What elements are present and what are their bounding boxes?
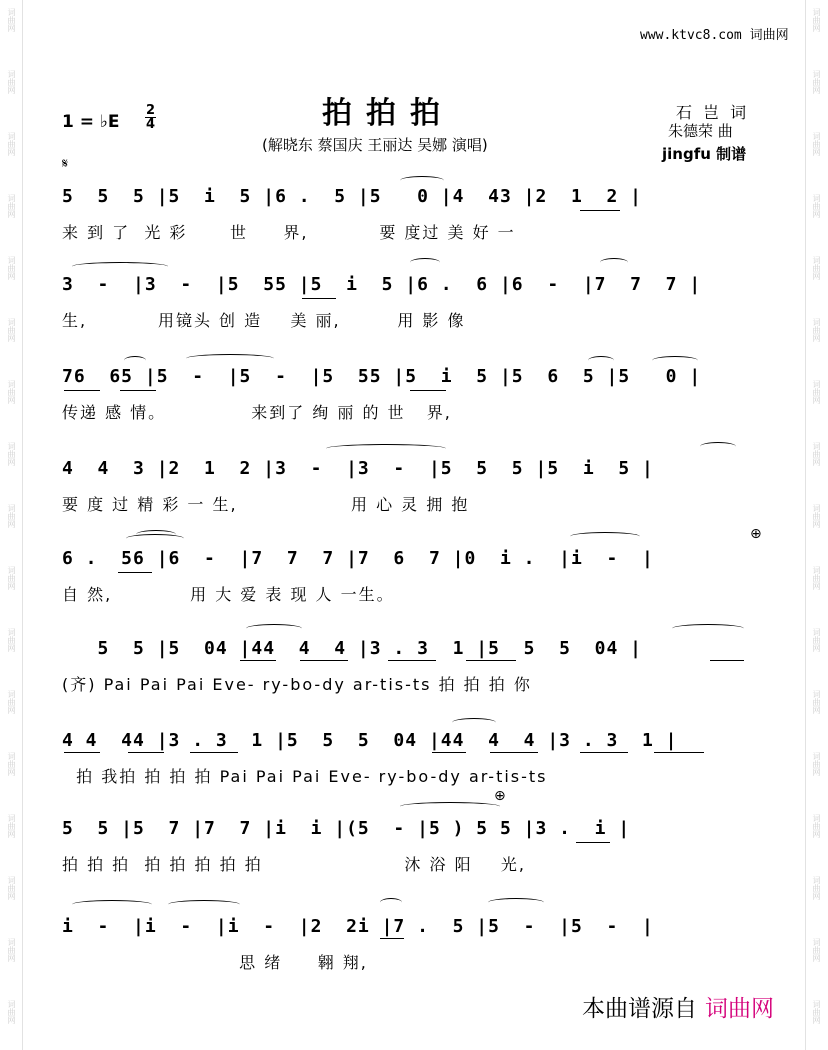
watermark-text: 词曲网 (812, 318, 821, 342)
arranger-credit: jingfu 制谱 (662, 145, 747, 163)
beam-underline (240, 660, 276, 661)
watermark-text: 词曲网 (7, 194, 16, 218)
lyrics-row: 拍 拍 拍 拍 拍 拍 拍 拍 沐 浴 阳 光, (62, 855, 527, 874)
watermark-text: 词曲网 (7, 442, 16, 466)
notation-row: 4 4 3 |2 1 2 |3 - |3 - |5 5 5 |5 i 5 | (62, 458, 654, 479)
watermark-text: 词曲网 (812, 132, 821, 156)
slur-mark (410, 258, 440, 267)
beam-underline (710, 660, 744, 661)
meter-top: 2 (146, 103, 156, 118)
lyrics-row: 来 到 了 光 彩 世 界, 要 度过 美 好 一 (62, 223, 516, 242)
slur-mark (700, 442, 736, 451)
beam-underline (410, 390, 446, 391)
beam-underline (388, 660, 436, 661)
watermark-text: 词曲网 (7, 8, 16, 32)
watermark-text: 词曲网 (7, 318, 16, 342)
slur-mark (400, 802, 500, 811)
slur-mark (136, 530, 176, 539)
notation-row: 4 4 44 |3 . 3 1 |5 5 5 04 |44 4 4 |3 . 3 1 | (62, 730, 678, 751)
notation-row: 5 5 |5 04 |44 4 4 |3 . 3 1 |5 5 5 04 | (62, 638, 643, 659)
site-name-text[interactable]: 词曲网 (749, 28, 789, 43)
site-url-text[interactable]: www.ktvc8.com (640, 28, 742, 43)
beam-underline (380, 938, 404, 939)
coda-sign-2: ⊕ (494, 788, 506, 804)
slur-mark (168, 900, 240, 909)
watermark-text: 词曲网 (812, 504, 821, 528)
watermark-text: 词曲网 (7, 628, 16, 652)
slur-mark (124, 356, 146, 365)
watermark-text: 词曲网 (7, 256, 16, 280)
watermark-text: 词曲网 (812, 876, 821, 900)
watermark-text: 词曲网 (812, 70, 821, 94)
singers-line: (解晓东 蔡国庆 王丽达 吴娜 演唱) (262, 136, 488, 154)
source-credit[interactable] (582, 990, 774, 1023)
lyricist-credit: 石 岂 词 (676, 103, 750, 122)
source-brand[interactable]: 词曲网 (705, 996, 774, 1022)
beam-underline (300, 660, 348, 661)
notation-row: 3 - |3 - |5 55 |5 i 5 |6 . 6 |6 - |7 7 7 | (62, 274, 702, 295)
beam-underline (64, 752, 100, 753)
beam-underline (654, 752, 704, 753)
slur-mark (652, 356, 698, 365)
slur-mark (672, 624, 744, 633)
lyrics-row: (齐) Pai Pai Pai Eve- ry-bo-dy ar-tis-ts 拍 拍 拍 你 (62, 675, 532, 694)
key-signature: 1 = ♭E (62, 112, 120, 132)
watermark-text: 词曲网 (812, 1000, 821, 1024)
lyrics-row: 自 然, 用 大 爱 表 现 人 一生。 (62, 585, 395, 604)
beam-underline (466, 660, 516, 661)
watermark-text: 词曲网 (7, 380, 16, 404)
watermark-text: 词曲网 (812, 566, 821, 590)
lyrics-row: 生, 用镜头 创 造 美 丽, 用 影 像 (62, 311, 466, 330)
beam-underline (432, 752, 466, 753)
watermark-text: 词曲网 (812, 194, 821, 218)
slur-mark (246, 624, 302, 633)
slur-mark (72, 262, 168, 271)
watermark-text: 词曲网 (812, 814, 821, 838)
beam-underline (576, 842, 610, 843)
notation-row: 76 65 |5 - |5 - |5 55 |5 i 5 |5 6 5 |5 0 | (62, 366, 702, 387)
watermark-text: 词曲网 (7, 814, 16, 838)
slur-mark (570, 532, 640, 541)
slur-mark (588, 356, 614, 365)
source-label: 本曲谱源自 (582, 996, 697, 1022)
lyrics-row: 要 度 过 精 彩 一 生, 用 心 灵 拥 抱 (62, 495, 470, 514)
beam-underline (302, 298, 336, 299)
watermark-text: 词曲网 (7, 752, 16, 776)
slur-mark (72, 900, 152, 909)
meter-bottom: 4 (146, 117, 156, 132)
notation-row: 5 5 |5 7 |7 7 |i i |(5 - |5 ) 5 5 |3 . i | (62, 818, 631, 839)
time-signature (145, 104, 156, 131)
watermark-text: 词曲网 (812, 442, 821, 466)
watermark-text: 词曲网 (7, 70, 16, 94)
watermark-text: 词曲网 (812, 938, 821, 962)
watermark-text: 词曲网 (812, 256, 821, 280)
lyrics-row: 传递 感 情。 来到了 绚 丽 的 世 界, (62, 403, 452, 422)
lyrics-row: 拍 我拍 拍 拍 拍 Pai Pai Pai Eve- ry-bo-dy ar-tis-ts (62, 767, 548, 786)
watermark-text: 词曲网 (7, 938, 16, 962)
watermark-text: 词曲网 (7, 566, 16, 590)
watermark-text: 词曲网 (812, 380, 821, 404)
watermark-text: 词曲网 (7, 1000, 16, 1024)
beam-underline (490, 752, 538, 753)
site-url[interactable] (640, 24, 789, 43)
watermark-text: 词曲网 (812, 690, 821, 714)
beam-underline (120, 390, 156, 391)
song-title: 拍拍拍 (322, 96, 454, 131)
slur-mark (400, 176, 444, 185)
notation-row: i - |i - |i - |2 2i |7 . 5 |5 - |5 - | (62, 916, 654, 937)
watermark-text: 词曲网 (812, 8, 821, 32)
watermark-text: 词曲网 (7, 132, 16, 156)
segno-sign: 𝄋 (62, 156, 69, 172)
notation-row: 6 . 56 |6 - |7 7 7 |7 6 7 |0 i . |i - | (62, 548, 654, 569)
slur-mark (380, 898, 402, 907)
watermark-text: 词曲网 (7, 504, 16, 528)
watermark-text: 词曲网 (7, 876, 16, 900)
composer-credit: 朱德荣 曲 (668, 122, 733, 140)
beam-underline (580, 210, 620, 211)
lyrics-row: 思 绪 翱 翔, (62, 953, 368, 972)
notation-row: 5 5 5 |5 i 5 |6 . 5 |5 0 |4 43 |2 1 2 | (62, 186, 643, 207)
watermark-text: 词曲网 (812, 752, 821, 776)
slur-mark (452, 718, 496, 727)
beam-underline (190, 752, 238, 753)
coda-sign: ⊕ (750, 526, 762, 542)
beam-underline (580, 752, 628, 753)
slur-mark (326, 444, 446, 453)
beam-underline (118, 572, 152, 573)
beam-underline (128, 752, 164, 753)
slur-mark (488, 898, 544, 907)
watermark-text: 词曲网 (812, 628, 821, 652)
beam-underline (64, 390, 100, 391)
watermark-text: 词曲网 (7, 690, 16, 714)
slur-mark (186, 354, 274, 363)
slur-mark (600, 258, 628, 267)
